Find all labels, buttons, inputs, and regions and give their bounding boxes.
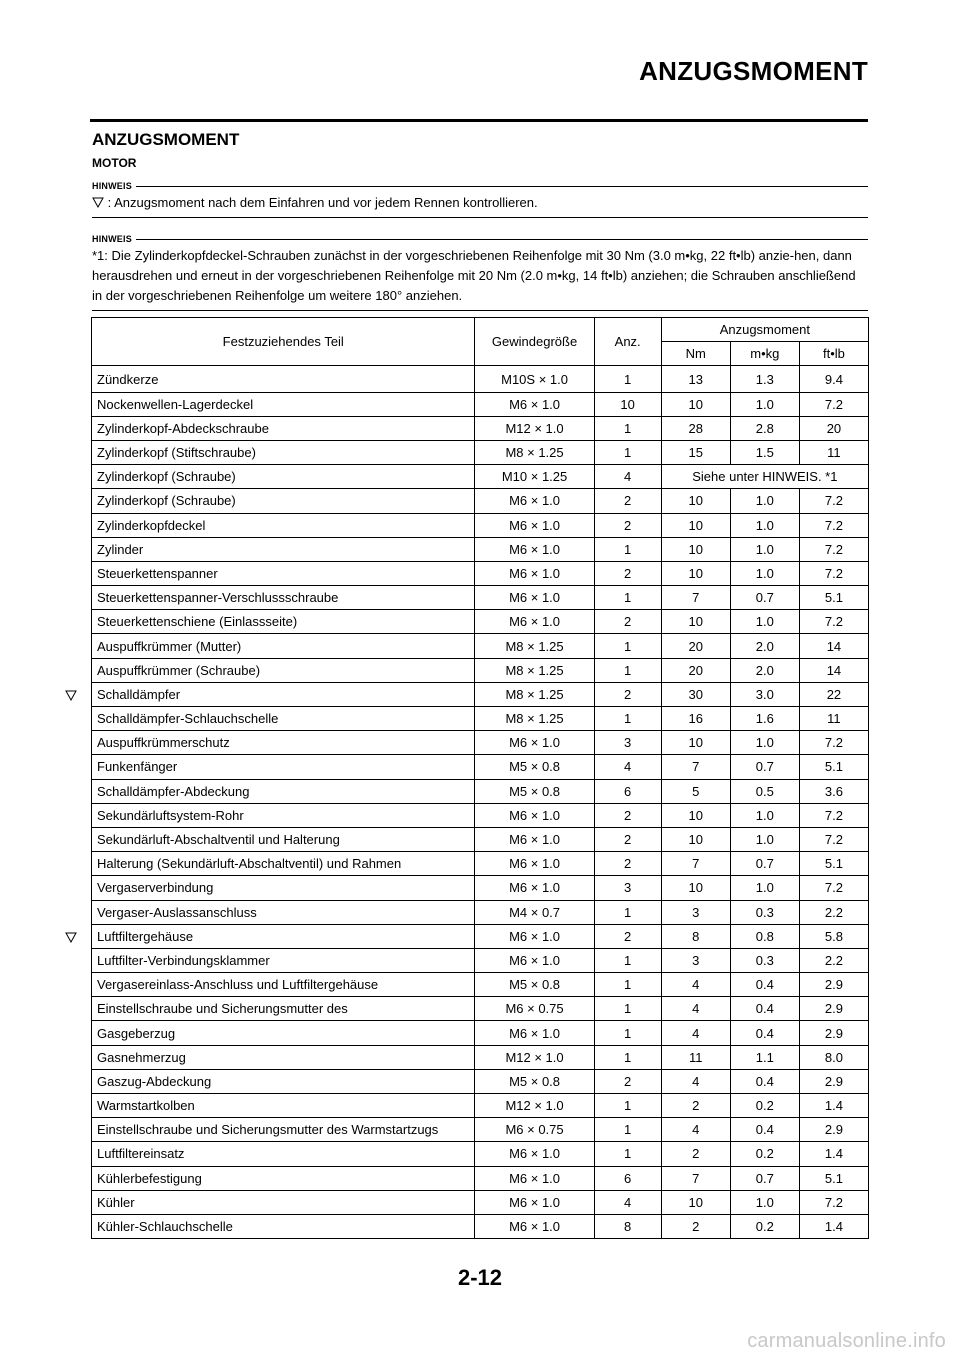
cell-part: Einstellschraube und Sicherungsmutter des	[92, 997, 475, 1021]
cell-nm: 7	[661, 586, 730, 610]
cell-part: Auspuffkrümmerschutz	[92, 731, 475, 755]
cell-qty: 8	[594, 1214, 661, 1238]
torque-table-body	[92, 366, 869, 1239]
header-ftlb: ft•lb	[799, 342, 868, 366]
cell-thread: M6 × 1.0	[475, 731, 594, 755]
page-number: 2-12	[457, 1265, 503, 1290]
cell-nm: 4	[661, 1118, 730, 1142]
cell-qty: 2	[594, 513, 661, 537]
cell-nm: 2	[661, 1094, 730, 1118]
table-row	[92, 1045, 869, 1069]
cell-ftlb: 1.4	[799, 1142, 868, 1166]
cell-ftlb: 11	[799, 440, 868, 464]
cell-mkg: 0.4	[730, 1021, 799, 1045]
watermark: carmanualsonline.info	[747, 1330, 946, 1352]
cell-qty: 4	[594, 755, 661, 779]
cell-nm: 4	[661, 973, 730, 997]
cell-thread: M6 × 1.0	[475, 827, 594, 851]
cell-qty: 6	[594, 1166, 661, 1190]
cell-thread: M8 × 1.25	[475, 658, 594, 682]
table-row	[92, 416, 869, 440]
cell-mkg: 0.5	[730, 779, 799, 803]
cell-nm: 10	[661, 489, 730, 513]
cell-mkg: 0.7	[730, 852, 799, 876]
cell-nm: 2	[661, 1142, 730, 1166]
cell-nm: 8	[661, 924, 730, 948]
cell-mkg: 0.7	[730, 1166, 799, 1190]
cell-qty: 2	[594, 610, 661, 634]
table-row	[92, 634, 869, 658]
cell-part: Kühler-Schlauchschelle	[92, 1214, 475, 1238]
cell-nm: 28	[661, 416, 730, 440]
cell-nm: 30	[661, 682, 730, 706]
cell-thread: M6 × 1.0	[475, 1021, 594, 1045]
cell-ftlb: 7.2	[799, 392, 868, 416]
cell-mkg: 0.2	[730, 1094, 799, 1118]
cell-nm: 16	[661, 707, 730, 731]
table-row	[92, 852, 869, 876]
cell-mkg: 1.0	[730, 827, 799, 851]
table-row	[92, 658, 869, 682]
cell-mkg: 2.8	[730, 416, 799, 440]
cell-nm: 2	[661, 1214, 730, 1238]
cell-nm: 5	[661, 779, 730, 803]
cell-qty: 1	[594, 1021, 661, 1045]
note-text: : Anzugsmoment nach dem Einfahren und vor jedem Rennen kontrollieren.	[107, 195, 538, 210]
header-qty: Anz.	[594, 318, 661, 366]
cell-ftlb: 7.2	[799, 827, 868, 851]
cell-see-note: Siehe unter HINWEIS. *1	[661, 465, 868, 489]
cell-nm: 20	[661, 658, 730, 682]
cell-ftlb: 1.4	[799, 1214, 868, 1238]
cell-qty: 1	[594, 973, 661, 997]
cell-qty: 1	[594, 658, 661, 682]
cell-mkg: 1.5	[730, 440, 799, 464]
cell-thread: M6 × 0.75	[475, 1118, 594, 1142]
cell-part: Nockenwellen-Lagerdeckel	[92, 392, 475, 416]
cell-mkg: 1.3	[730, 366, 799, 392]
cell-qty: 1	[594, 537, 661, 561]
cell-nm: 10	[661, 876, 730, 900]
cell-ftlb: 14	[799, 634, 868, 658]
cell-thread: M6 × 1.0	[475, 392, 594, 416]
cell-ftlb: 2.9	[799, 1069, 868, 1093]
note-rule	[136, 239, 868, 240]
cell-mkg: 2.0	[730, 634, 799, 658]
cell-part: Schalldämpfer	[92, 682, 475, 706]
cell-part: Sekundärluft-Abschaltventil und Halterung	[92, 827, 475, 851]
cell-qty: 1	[594, 900, 661, 924]
table-row	[92, 827, 869, 851]
cell-nm: 15	[661, 440, 730, 464]
torque-table	[91, 317, 869, 1239]
cell-qty: 6	[594, 779, 661, 803]
table-row	[92, 682, 869, 706]
cell-ftlb: 5.1	[799, 1166, 868, 1190]
cell-qty: 2	[594, 852, 661, 876]
cell-part: Zylinderkopf (Schraube)	[92, 489, 475, 513]
cell-thread: M5 × 0.8	[475, 779, 594, 803]
cell-part: Steuerkettenspanner-Verschlussschraube	[92, 586, 475, 610]
triangle-icon	[65, 688, 79, 702]
cell-mkg: 0.4	[730, 1118, 799, 1142]
table-row	[92, 1214, 869, 1238]
cell-thread: M8 × 1.25	[475, 707, 594, 731]
cell-thread: M6 × 1.0	[475, 610, 594, 634]
cell-part: Gaszug-Abdeckung	[92, 1069, 475, 1093]
cell-part: Zündkerze	[92, 366, 475, 392]
cell-qty: 2	[594, 803, 661, 827]
cell-part: Warmstartkolben	[92, 1094, 475, 1118]
cell-part: Zylinderkopf (Schraube)	[92, 465, 475, 489]
table-row	[92, 707, 869, 731]
cell-nm: 10	[661, 803, 730, 827]
cell-qty: 2	[594, 489, 661, 513]
cell-mkg: 1.6	[730, 707, 799, 731]
cell-ftlb: 1.4	[799, 1094, 868, 1118]
cell-thread: M5 × 0.8	[475, 755, 594, 779]
table-row	[92, 1142, 869, 1166]
cell-mkg: 0.4	[730, 1069, 799, 1093]
cell-ftlb: 7.2	[799, 1190, 868, 1214]
cell-ftlb: 2.2	[799, 948, 868, 972]
cell-nm: 3	[661, 900, 730, 924]
cell-nm: 10	[661, 537, 730, 561]
cell-thread: M6 × 1.0	[475, 586, 594, 610]
cell-ftlb: 5.1	[799, 755, 868, 779]
cell-thread: M6 × 1.0	[475, 513, 594, 537]
cell-mkg: 0.7	[730, 586, 799, 610]
table-row	[92, 803, 869, 827]
table-row	[92, 465, 869, 489]
cell-mkg: 0.4	[730, 997, 799, 1021]
cell-mkg: 0.8	[730, 924, 799, 948]
table-row	[92, 779, 869, 803]
cell-ftlb: 2.2	[799, 900, 868, 924]
section-title: ANZUGSMOMENT	[92, 130, 240, 149]
cell-part: Vergaserverbindung	[92, 876, 475, 900]
cell-nm: 7	[661, 1166, 730, 1190]
cell-mkg: 1.0	[730, 513, 799, 537]
cell-ftlb: 7.2	[799, 489, 868, 513]
cell-nm: 20	[661, 634, 730, 658]
table-row	[92, 513, 869, 537]
cell-mkg: 0.3	[730, 948, 799, 972]
cell-qty: 4	[594, 465, 661, 489]
table-row	[92, 537, 869, 561]
cell-part: Steuerkettenspanner	[92, 561, 475, 585]
cell-part: Vergaser-Auslassanschluss	[92, 900, 475, 924]
cell-qty: 1	[594, 1045, 661, 1069]
cell-nm: 4	[661, 1021, 730, 1045]
cell-thread: M6 × 1.0	[475, 561, 594, 585]
cell-nm: 4	[661, 997, 730, 1021]
cell-part: Luftfilter-Verbindungsklammer	[92, 948, 475, 972]
cell-mkg: 2.0	[730, 658, 799, 682]
cell-mkg: 1.0	[730, 803, 799, 827]
cell-qty: 1	[594, 1118, 661, 1142]
cell-mkg: 1.0	[730, 731, 799, 755]
cell-mkg: 1.0	[730, 537, 799, 561]
cell-nm: 10	[661, 561, 730, 585]
header-torque: Anzugsmoment	[661, 318, 868, 342]
cell-ftlb: 7.2	[799, 876, 868, 900]
cell-thread: M12 × 1.0	[475, 1045, 594, 1069]
note-rule	[136, 186, 868, 187]
note-box-2	[92, 233, 868, 311]
cell-thread: M6 × 1.0	[475, 537, 594, 561]
cell-qty: 2	[594, 827, 661, 851]
cell-thread: M5 × 0.8	[475, 973, 594, 997]
cell-thread: M8 × 1.25	[475, 682, 594, 706]
table-row	[92, 924, 869, 948]
cell-mkg: 1.0	[730, 392, 799, 416]
header-thread: Gewindegröße	[475, 318, 594, 366]
cell-ftlb: 2.9	[799, 997, 868, 1021]
note-bottom-rule	[92, 310, 868, 311]
cell-nm: 10	[661, 513, 730, 537]
cell-thread: M6 × 1.0	[475, 1214, 594, 1238]
table-row	[92, 755, 869, 779]
cell-qty: 1	[594, 948, 661, 972]
note-bottom-rule	[92, 217, 868, 218]
table-row	[92, 1118, 869, 1142]
cell-mkg: 0.4	[730, 973, 799, 997]
cell-qty: 3	[594, 876, 661, 900]
cell-qty: 1	[594, 416, 661, 440]
triangle-icon	[92, 197, 104, 208]
cell-mkg: 1.0	[730, 610, 799, 634]
cell-qty: 3	[594, 731, 661, 755]
cell-ftlb: 5.1	[799, 852, 868, 876]
table-row	[92, 876, 869, 900]
cell-thread: M5 × 0.8	[475, 1069, 594, 1093]
cell-mkg: 3.0	[730, 682, 799, 706]
cell-ftlb: 2.9	[799, 1021, 868, 1045]
cell-part: Zylinder	[92, 537, 475, 561]
cell-nm: 10	[661, 392, 730, 416]
cell-qty: 2	[594, 682, 661, 706]
cell-qty: 1	[594, 440, 661, 464]
cell-ftlb: 7.2	[799, 513, 868, 537]
cell-part: Funkenfänger	[92, 755, 475, 779]
cell-nm: 7	[661, 755, 730, 779]
table-row	[92, 610, 869, 634]
cell-thread: M4 × 0.7	[475, 900, 594, 924]
cell-thread: M12 × 1.0	[475, 1094, 594, 1118]
cell-ftlb: 22	[799, 682, 868, 706]
cell-nm: 7	[661, 852, 730, 876]
note-body: *1: Die Zylinderkopfdeckel-Schrauben zunächst in der vorgeschriebenen Reihenfolge mit 30 Nm (3.0 m•kg, 22 ft•lb) anzie-hen, dann herausdrehen und erneut in der vorgeschriebenen Reihenfolge mit 20 Nm (2.0 m•kg, 14 ft•lb) anziehen; die Schrauben anschließend in der vorgeschriebenen Reihenfolge um weitere 180° anziehen.	[92, 248, 856, 303]
cell-ftlb: 2.9	[799, 1118, 868, 1142]
cell-nm: 10	[661, 610, 730, 634]
cell-nm: 10	[661, 1190, 730, 1214]
cell-part: Kühler	[92, 1190, 475, 1214]
cell-qty: 2	[594, 924, 661, 948]
cell-qty: 1	[594, 1094, 661, 1118]
cell-qty: 1	[594, 707, 661, 731]
cell-thread: M6 × 1.0	[475, 803, 594, 827]
page-header-title: ANZUGSMOMENT	[639, 56, 868, 86]
cell-part: Zylinderkopfdeckel	[92, 513, 475, 537]
cell-thread: M6 × 1.0	[475, 924, 594, 948]
cell-ftlb: 8.0	[799, 1045, 868, 1069]
cell-part: Gasnehmerzug	[92, 1045, 475, 1069]
cell-thread: M6 × 1.0	[475, 1190, 594, 1214]
table-row	[92, 1190, 869, 1214]
cell-thread: M6 × 1.0	[475, 489, 594, 513]
cell-part: Einstellschraube und Sicherungsmutter des Warmstartzugs	[92, 1118, 475, 1142]
cell-mkg: 1.1	[730, 1045, 799, 1069]
cell-mkg: 1.0	[730, 1190, 799, 1214]
cell-nm: 3	[661, 948, 730, 972]
cell-qty: 1	[594, 366, 661, 392]
table-row	[92, 561, 869, 585]
cell-thread: M12 × 1.0	[475, 416, 594, 440]
cell-thread: M6 × 0.75	[475, 997, 594, 1021]
table-row	[92, 366, 869, 392]
table-row	[92, 731, 869, 755]
note-box-1	[92, 180, 868, 218]
note-body	[92, 192, 868, 213]
table-row	[92, 1021, 869, 1045]
cell-part: Luftfiltereinsatz	[92, 1142, 475, 1166]
table-row	[92, 1166, 869, 1190]
cell-mkg: 1.0	[730, 489, 799, 513]
triangle-icon	[65, 930, 79, 944]
table-row	[92, 900, 869, 924]
table-row	[92, 948, 869, 972]
note-header	[92, 233, 868, 245]
cell-mkg: 0.2	[730, 1214, 799, 1238]
cell-nm: 10	[661, 827, 730, 851]
table-row	[92, 1094, 869, 1118]
cell-thread: M10 × 1.25	[475, 465, 594, 489]
cell-thread: M10S × 1.0	[475, 366, 594, 392]
header-rule	[90, 119, 868, 122]
cell-nm: 10	[661, 731, 730, 755]
header-nm: Nm	[661, 342, 730, 366]
cell-ftlb: 14	[799, 658, 868, 682]
cell-part: Gasgeberzug	[92, 1021, 475, 1045]
cell-mkg: 0.7	[730, 755, 799, 779]
cell-nm: 13	[661, 366, 730, 392]
cell-ftlb: 7.2	[799, 561, 868, 585]
cell-part: Luftfiltergehäuse	[92, 924, 475, 948]
cell-ftlb: 3.6	[799, 779, 868, 803]
cell-ftlb: 7.2	[799, 537, 868, 561]
table-row	[92, 489, 869, 513]
cell-ftlb: 7.2	[799, 610, 868, 634]
cell-qty: 1	[594, 997, 661, 1021]
cell-thread: M6 × 1.0	[475, 876, 594, 900]
cell-qty: 1	[594, 634, 661, 658]
cell-thread: M6 × 1.0	[475, 948, 594, 972]
cell-part: Auspuffkrümmer (Mutter)	[92, 634, 475, 658]
cell-qty: 2	[594, 1069, 661, 1093]
cell-ftlb: 20	[799, 416, 868, 440]
table-row	[92, 392, 869, 416]
table-row	[92, 586, 869, 610]
cell-part: Schalldämpfer-Schlauchschelle	[92, 707, 475, 731]
cell-qty: 1	[594, 586, 661, 610]
table-row	[92, 1069, 869, 1093]
cell-part: Schalldämpfer-Abdeckung	[92, 779, 475, 803]
cell-thread: M8 × 1.25	[475, 634, 594, 658]
note-header	[92, 180, 868, 192]
cell-mkg: 1.0	[730, 561, 799, 585]
cell-part: Steuerkettenschiene (Einlassseite)	[92, 610, 475, 634]
note-label: HINWEIS	[92, 181, 132, 191]
cell-ftlb: 5.1	[799, 586, 868, 610]
cell-mkg: 0.2	[730, 1142, 799, 1166]
cell-part: Sekundärluftsystem-Rohr	[92, 803, 475, 827]
table-row	[92, 973, 869, 997]
cell-qty: 2	[594, 561, 661, 585]
note-label: HINWEIS	[92, 234, 132, 244]
table-row	[92, 997, 869, 1021]
cell-part: Zylinderkopf (Stiftschraube)	[92, 440, 475, 464]
cell-ftlb: 11	[799, 707, 868, 731]
cell-nm: 11	[661, 1045, 730, 1069]
cell-part: Halterung (Sekundärluft-Abschaltventil) und Rahmen	[92, 852, 475, 876]
cell-ftlb: 7.2	[799, 731, 868, 755]
cell-qty: 1	[594, 1142, 661, 1166]
cell-ftlb: 7.2	[799, 803, 868, 827]
cell-part: Kühlerbefestigung	[92, 1166, 475, 1190]
header-mkg: m•kg	[730, 342, 799, 366]
cell-thread: M6 × 1.0	[475, 1166, 594, 1190]
table-row	[92, 440, 869, 464]
cell-thread: M8 × 1.25	[475, 440, 594, 464]
cell-ftlb: 2.9	[799, 973, 868, 997]
cell-mkg: 0.3	[730, 900, 799, 924]
cell-part: Zylinderkopf-Abdeckschraube	[92, 416, 475, 440]
cell-thread: M6 × 1.0	[475, 852, 594, 876]
cell-ftlb: 5.8	[799, 924, 868, 948]
cell-qty: 10	[594, 392, 661, 416]
cell-thread: M6 × 1.0	[475, 1142, 594, 1166]
cell-ftlb: 9.4	[799, 366, 868, 392]
cell-part: Vergasereinlass-Anschluss und Luftfiltergehäuse	[92, 973, 475, 997]
cell-qty: 4	[594, 1190, 661, 1214]
cell-part: Auspuffkrümmer (Schraube)	[92, 658, 475, 682]
cell-nm: 4	[661, 1069, 730, 1093]
cell-mkg: 1.0	[730, 876, 799, 900]
subsection-title: MOTOR	[92, 156, 137, 170]
header-part: Festzuziehendes Teil	[92, 318, 475, 366]
